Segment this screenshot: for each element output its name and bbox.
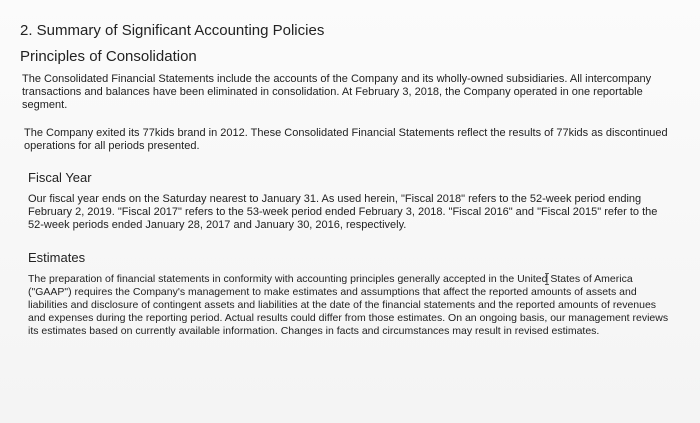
- document-body: [14, 8, 682, 338]
- subsection-title: Principles of Consolidation: [20, 48, 197, 65]
- consolidation-paragraph: The Consolidated Financial Statements include the accounts of the Company and its wholly-owned subsidiaries. All intercompany transactions and balances have been eliminated in consolidation. At February 3, 2018, the Company operated in one reportable segment.: [22, 73, 652, 111]
- discontinued-ops-paragraph: The Company exited its 77kids brand in 2012. These Consolidated Financial Statements reflect the results of 77kids as discontinued operations for all periods presented.: [24, 127, 668, 152]
- estimates-paragraph: The preparation of financial statements in conformity with accounting principles generally accepted in the United States of America ("GAAP") requires the Company's management to make estimates and assumptions that affect the reported amounts of assets and liabilities and disclosure of contingent assets and liabilities at the date of the financial statements and the reported amounts of revenues and expenses during the reporting period. Actual results could differ from those estimates. On an ongoing basis, our management reviews its estimates based on currently available information. Changes in facts and circumstances may result in revised estimates.: [28, 273, 669, 337]
- section-title: 2. Summary of Significant Accounting Policies: [20, 22, 325, 39]
- estimates-heading: Estimates: [28, 250, 86, 265]
- fiscal-year-paragraph: Our fiscal year ends on the Saturday nearest to January 31. As used herein, "Fiscal 2018" refers to the 52-week period ending February 2, 2019. "Fiscal 2017" refers to the 53-week period ended February 3, 2018. "Fiscal 2016" and "Fiscal 2015" refer to the 52-week periods ended January 28, 2017 and January 30, 2016, respectively.: [28, 193, 658, 231]
- fiscal-year-heading: Fiscal Year: [28, 170, 92, 185]
- text-cursor-icon: [544, 273, 550, 285]
